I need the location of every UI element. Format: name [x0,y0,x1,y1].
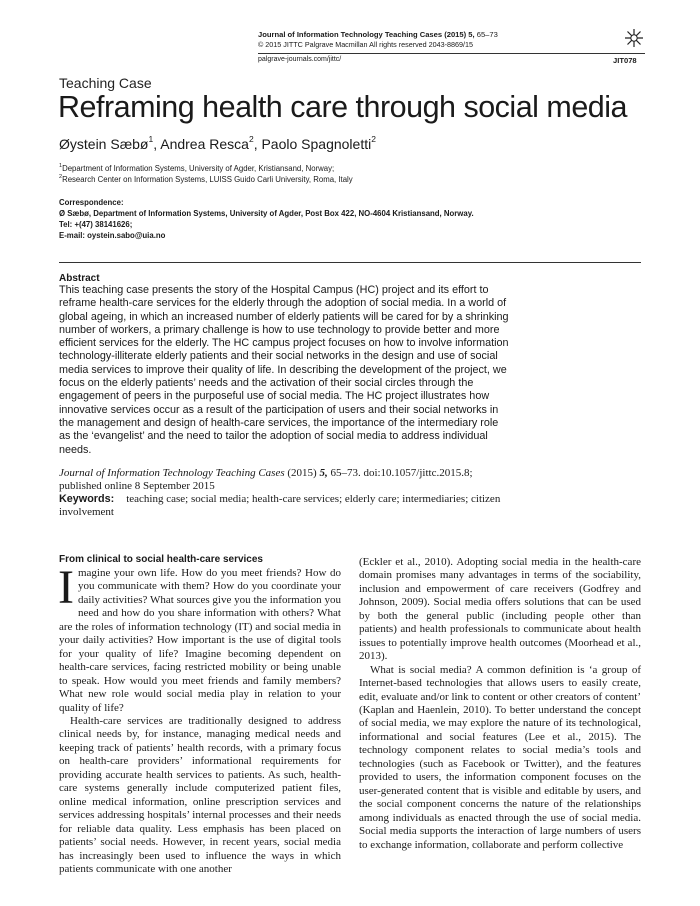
copyright-line: © 2015 JITTC Palgrave Macmillan All rights reserved 2043-8869/15 [258,40,474,49]
header-divider [258,53,645,54]
correspondence-address: Ø Sæbø, Department of Information Systems, University of Agder, Post Box 422, NO-4604 Kristiansand, Norway. [59,209,474,218]
article-type: Teaching Case [59,75,152,91]
author-name: Andrea Resca [160,136,249,152]
body-paragraph: Health-care services are traditionally designed to address clinical needs by, for instance, managing medical needs and keeping track of patients’ health records, with a primary focus on health-care providers’ informational requirements for providing accurate health services to patients. As such, health-care systems generally include computerized patient files, online medical information, online prescription services and services addressing hospitals’ internal processes and their needs for reliable data quality. Less emphasis has been placed on patients’ social needs. However, in recent years, social media has increasingly been used to influence the ways in which patients communicate with one another [59,714,341,875]
correspondence-tel: Tel: +(47) 38141626; [59,220,133,229]
journal-url[interactable]: palgrave-journals.com/jittc/ [258,56,342,63]
keywords-text: teaching case; social media; health-care services; elderly care; intermediaries; citizen involvement [59,493,501,519]
abstract-heading: Abstract [59,273,100,284]
journal-pages: 65–73 [476,30,498,39]
body-column-right [359,556,641,852]
body-paragraph: Imagine your own life. How do you meet friends? How do you communicate with them? How do you coordinate your daily activities? What sources give you the information you need and how do you share information with others? What are the roles of information technology (IT) and social media in your daily activities? How important is the use of digital tools for your quality of life? Imagine becoming dependent on health-care services, facing restricted mobility or being unable to speak. How would you meet friends and family members? What new role would social media play in relation to your quality of life? [58,561,341,714]
body-paragraph: What is social media? A common definition is ‘a group of Internet-based technologies that allows users to easily create, edit, evaluate and/or link to content or other creators of content’ (Kaplan and Haenlein, 2010). To better understand the concept of social media, we may explore the nature of its technological, informational and social features (Lee et al., 2015). The technology component relates to social media’s tools and technologies (such as Facebook or Twitter), and the features provided to users, the information component focuses on the user-generated content that is visible and editable by users, and the social component concerns the nature of the relationships among individuals as enacted through the use of social media. Social media supports the interaction of large numbers of users to exchange information, collaborate and perform collective [359,663,641,851]
keywords-label: Keywords: [59,493,115,505]
abstract-divider [59,262,641,263]
author-affiliation-mark: 1 [148,134,154,144]
keywords [59,493,509,520]
correspondence-email[interactable]: E-mail: oystein.sabo@uia.no [59,231,166,240]
abstract-body: This teaching case presents the story of the Hospital Campus (HC) project and its effort to reframe health-care services for the elderly through the adoption of social media. In a world of global ageing, in which an increased number of elderly patients will be cared for by a shrinking number of workers, a primary challenge is how to use technology to provide better and more efficient services for the elderly. The HC campus project focuses on how to involve information technology-illiterate elderly patients and their social networks in the design and use of social media services to improve their quality of life. In describing the development of the project, we focus on the elderly patients’ needs and the activation of their social circles through the engagement of peers in the purposeful use of social media. The HC project illustrates how innovative services occur as a result of the participation of users and their social networks in the management and design of health-care services, the importance of the intermediary role as the ‘evangelist’ and the need to tailor the adoption of social media to address individual needs. [59,284,509,456]
author-name: Paolo Spagnoletti [261,136,372,152]
section-heading: From clinical to social health-care services [59,554,263,565]
body-paragraph: (Eckler et al., 2010). Adopting social media in the health-care domain promises many advantages in terms of the sociability, inclusion and empowerment of care receivers (Godfrey and Johnson, 2009). Social media offers solutions that can be used by both the general public (including people other than patients) and health professionals to communicate about health issues to potentially improve health outcomes (Moorhead et al., 2013). [359,556,641,663]
affiliation: $^2$Research Center on Information Systems, LUISS Guido Carli University, Roma, Italy [59,174,353,184]
author-name: Øystein Sæbø [59,136,149,152]
page-title: Reframing health care through social media [58,90,627,124]
correspondence-label: Correspondence: [59,198,124,207]
article-code: JIT078 [613,56,637,65]
citation: Journal of Information Technology Teaching Cases (2015) 5, 65–73. doi:10.1057/jittc.2015.8; published online 8 September 2015 [59,467,473,493]
affiliation: $^1$Department of Information Systems, University of Agder, Kristiansand, Norway; [59,163,335,173]
drop-cap: I [58,561,74,614]
palgrave-star-icon [624,28,644,48]
author-affiliation-mark: 2 [371,134,376,144]
author-list: Øystein Sæbø$^1$, Andrea Resca$^2$, Paolo Spagnoletti$^2$ [59,134,376,152]
author-affiliation-mark: 2 [248,134,254,144]
body-column-left [58,561,341,876]
journal-header: Journal of Information Technology Teaching Cases (2015) 5, 65–73 [258,30,498,39]
